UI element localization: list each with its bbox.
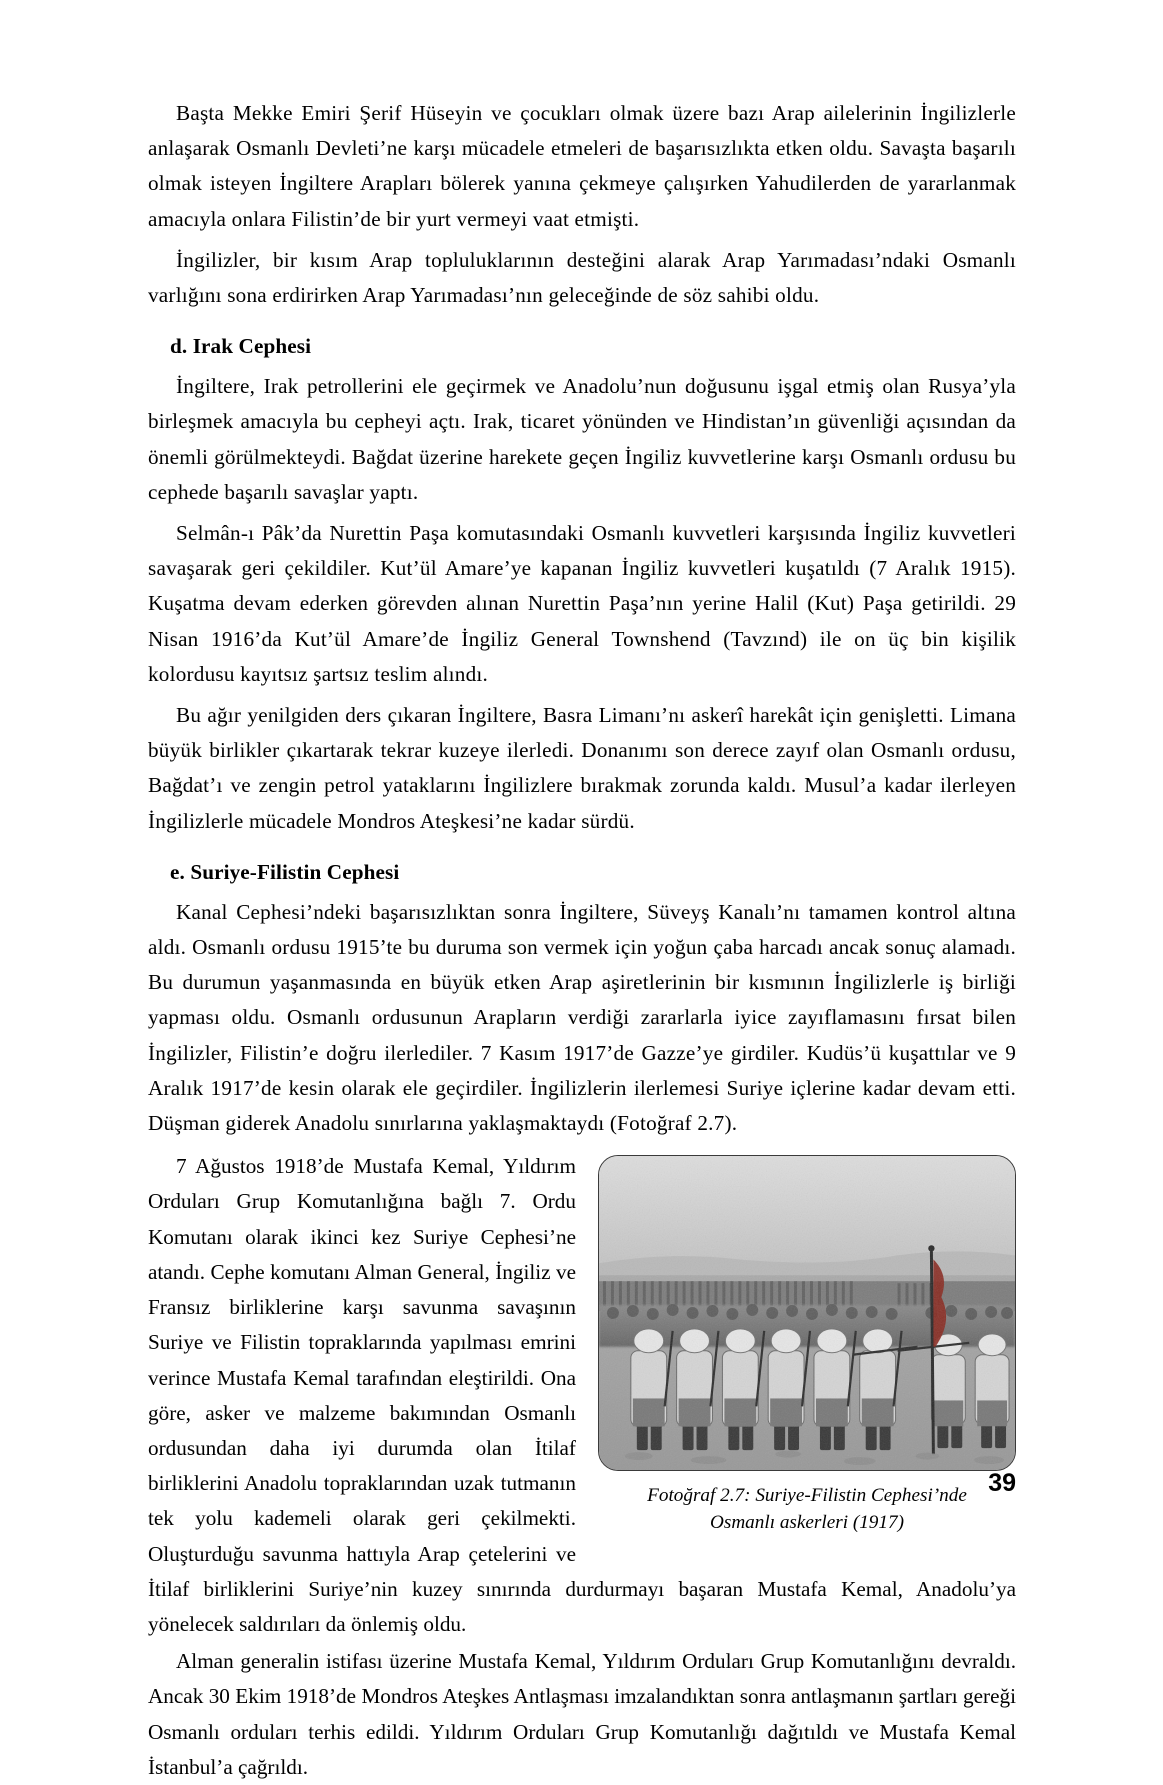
paragraph-british-arabia: İngilizler, bir kısım Arap topluluklarının desteğini alarak Arap Yarımadası’ndaki Osmanlı varlığını sona erdirirken Arap Yarımadası’nın geleceğinde de söz sahibi oldu. — [148, 247, 1016, 308]
figure-and-wrapped-text — [148, 1149, 1016, 1642]
figure-caption-line-1: Fotoğraf 2.7: Suriye-Filistin Cephesi’nde — [647, 1485, 967, 1507]
paragraph-suez-palestine: Kanal Cephesi’ndeki başarısızlıktan sonra İngiltere, Süveyş Kanalı’nı tamamen kontrol altına aldı. Osmanlı ordusu 1915’te bu duruma son vermek için yoğun çaba harcadı ancak sonuç alamadı. Bu durumun yaşanmasında en büyük etken Arap aşiretlerinin bir kısmının İngilizlerle iş birliği yapması oldu. Osmanlı ordusunun Arapların verdiği zararlarla iyice zayıflamasını fırsat bilen İngilizler, Filistin’e doğru ilerlediler. 7 Kasım 1917’de Gazze’ye girdiler. Kudüs’ü kuşattılar ve 9 Aralık 1917’de kesin olarak ele geçirdiler. İngilizlerin ilerlemesi Suriye içlerine kadar devam etti. Düşman giderek Anadolu sınırlarına yaklaşmaktaydı (Fotoğraf 2.7). — [148, 899, 1016, 1136]
paragraph-basra-advance: Bu ağır yenilgiden ders çıkaran İngiltere, Basra Limanı’nı askerî harekât için genişletti. Limana büyük birlikler çıkartarak tekrar kuzeye ilerledi. Donanımı son derece zayıf olan Osmanlı ordusu, Bağdat’ı ve zengin petrol yataklarını İngilizlere bırakmak zorunda kaldı. Musul’a kadar ilerleyen İngilizlerle mücadele Mondros Ateşkesi’ne kadar sürdü. — [148, 703, 1016, 833]
paragraph-irak-front-intro: İngiltere, Irak petrollerini ele geçirmek ve Anadolu’nun doğusunu işgal etmiş olan Rusya’yla birleşmek amacıyla bu cepheyi açtı. Irak, ticaret yönünden ve Hindistan’ın güvenliği açısından da önemli görülmekteydi. Bağdat üzerine harekete geçen İngiliz kuvvetlerine karşı Osmanlı ordusu bu cephede başarılı savaşlar yaptı. — [148, 374, 1016, 504]
heading-suriye-filistin-cephesi: e. Suriye-Filistin Cephesi — [170, 859, 400, 884]
tail-section — [148, 1644, 1016, 1785]
heading-irak-cephesi: d. Irak Cephesi — [170, 334, 312, 359]
figure-caption-line-2: Osmanlı askerleri (1917) — [710, 1512, 904, 1534]
page-number: 39 — [988, 1469, 1016, 1497]
paragraph-mustafa-kemal-syria: 7 Ağustos 1918’de Mustafa Kemal, Yıldırım Orduları Grup Komutanlığına bağlı 7. Ordu Komutanı olarak ikinci kez Suriye Cephesi’ne atandı. Cephe komutanı Alman General, İngiliz ve Fransız birliklerine karşı savunma savaşının Suriye ve Filistin topraklarında yapılması emrini verince Mustafa Kemal tarafından eleştirildi. Ona göre, asker ve malzeme bakımından Osmanlı ordusundan daha iyi durumda olan İtilaf birliklerini Anadolu topraklarından uzak tutmanın tek yolu kademeli olarak geri çekilmekti. Oluşturduğu savunma hattıyla Arap çetelerini ve İtilaf birliklerini Suriye’nin kuzey sınırında durdurmayı başaran Mustafa Kemal, Anadolu’ya yönelecek saldırıları da önlemiş oldu. — [148, 1154, 1016, 1636]
paragraph-arab-families: Başta Mekke Emiri Şerif Hüseyin ve çocukları olmak üzere bazı Arap ailelerinin İngilizlerle anlaşarak Osmanlı Devleti’ne karşı mücadele etmeleri de başarısızlıkta etken oldu. Savaşta başarılı olmak isteyen İngiltere Arapları bölerek yanına çekmeye çalışırken Yahudilerden de yararlanmak amacıyla onlara Filistin’de bir yurt vermeyi vaat etmişti. — [148, 101, 1016, 231]
historic-photo-ottoman-soldiers-image — [599, 1156, 1015, 1470]
paragraph-mondros-armistice: Alman generalin istifası üzerine Mustafa Kemal, Yıldırım Orduları Grup Komutanlığını devraldı. Ancak 30 Ekim 1918’de Mondros Ateşkes Antlaşması imzalandıktan sonra antlaşmanın şartları gereği Osmanlı orduları terhis edildi. Yıldırım Orduları Grup Komutanlığı dağıtıldı ve Mustafa Kemal İstanbul’a çağrıldı. — [148, 1649, 1016, 1779]
page-content — [148, 96, 1016, 1785]
figure-photo-2-7 — [598, 1155, 1016, 1536]
photo-frame — [598, 1155, 1016, 1471]
figure-caption — [598, 1482, 1016, 1536]
paragraph-kut-ul-amare: Selmân-ı Pâk’da Nurettin Paşa komutasındaki Osmanlı kuvvetleri karşısında İngiliz kuvvetleri savaşarak geri çekildiler. Kut’ül Amare’ye kapanan İngiliz kuvvetleri kuşatıldı (7 Aralık 1915). Kuşatma devam ederken görevden alınan Nurettin Paşa’nın yerine Halil (Kut) Paşa getirildi. 29 Nisan 1916’da Kut’ül Amare’de İngiliz General Townshend (Tavzınd) ile on üç bin kişilik kolordusu kayıtsız şartsız teslim alındı. — [148, 521, 1016, 686]
